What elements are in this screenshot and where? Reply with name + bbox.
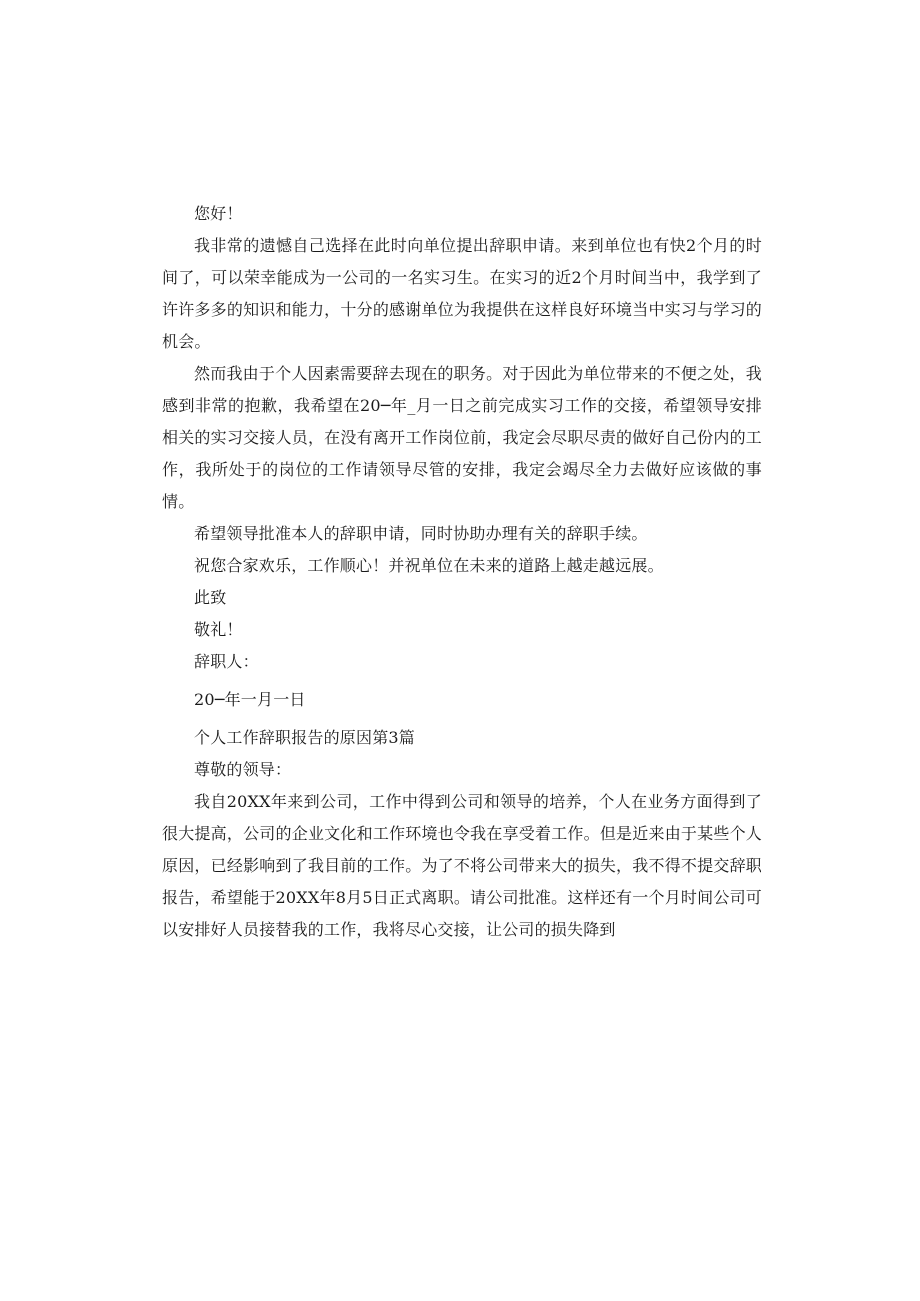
date-line: 20─年一月一日 xyxy=(194,690,306,709)
paragraph-1: 我非常的遗憾自己选择在此时向单位提出辞职申请。来到单位也有快2个月的时间了，可以荣幸能成为一公司的一名实习生。在实习的近2个月时间当中，我学到了许许多多的知识和能力，十分的感谢单位为我提供在这样良好环境当中实习与学习的机会。 xyxy=(162,236,762,351)
closing-regards: 敬礼！ xyxy=(194,620,243,639)
letter-body xyxy=(162,198,762,946)
paragraph-2: 然而我由于个人因素需要辞去现在的职务。对于因此为单位带来的不便之处，我感到非常的抱歉，我希望在20─年_月一日之前完成实习工作的交接，希望领导安排相关的实习交接人员，在没有离开工作岗位前，我定会尽职尽责的做好自己份内的工作，我所处于的岗位的工作请领导尽管的安排，我定会竭尽全力去做好应该做的事情。 xyxy=(162,364,762,511)
paragraph-4: 祝您合家欢乐，工作顺心！并祝单位在未来的道路上越走越远展。 xyxy=(194,556,664,575)
greeting: 您好！ xyxy=(194,204,243,223)
addressee: 尊敬的领导： xyxy=(194,760,292,779)
section-heading: 个人工作辞职报告的原因第3篇 xyxy=(194,728,415,747)
closing-salutation: 此致 xyxy=(194,588,227,607)
paragraph-3: 希望领导批准本人的辞职申请，同时协助办理有关的辞职手续。 xyxy=(194,524,648,543)
paragraph-5: 我自20XX年来到公司，工作中得到公司和领导的培养，个人在业务方面得到了很大提高，公司的企业文化和工作环境也令我在享受着工作。但是近来由于某些个人原因，已经影响到了我目前的工作。为了不将公司带来大的损失，我不得不提交辞职报告，希望能于20XX年8月5日正式离职。请公司批准。这样还有一个月时间公司可以安排好人员接替我的工作，我将尽心交接，让公司的损失降到 xyxy=(162,792,762,939)
signature-label: 辞职人： xyxy=(194,652,259,671)
